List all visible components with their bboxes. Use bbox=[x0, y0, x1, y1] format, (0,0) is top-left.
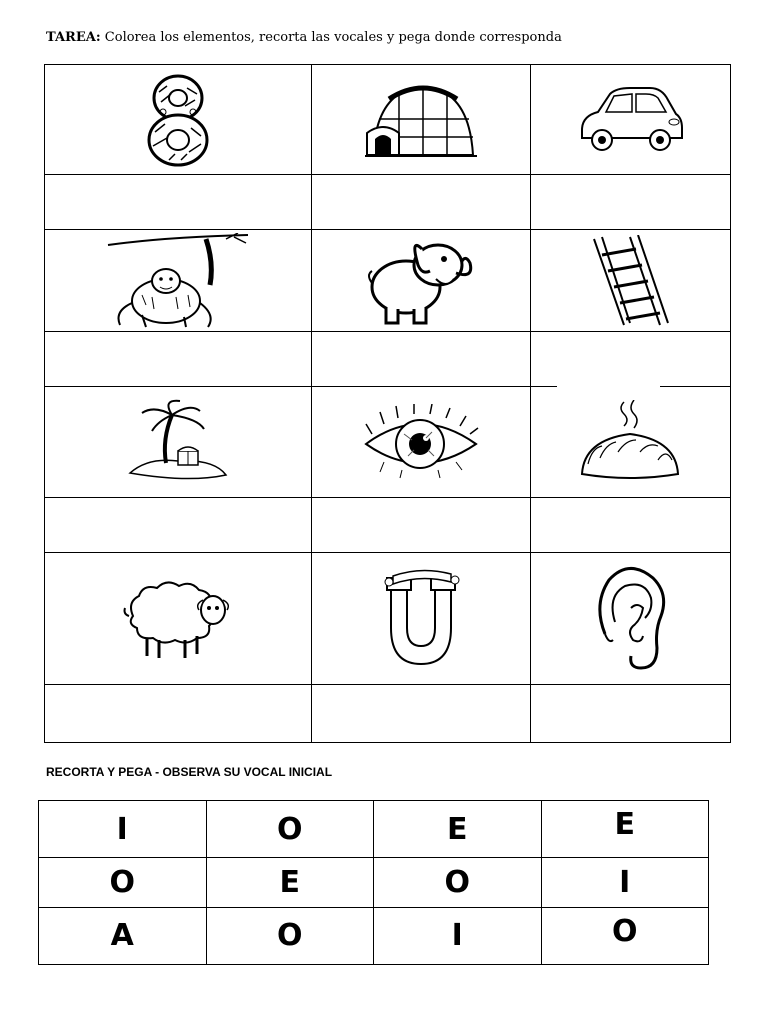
answer-cell[interactable] bbox=[311, 332, 530, 387]
picture-cell bbox=[45, 65, 312, 175]
answer-cell[interactable] bbox=[311, 497, 530, 552]
picture-cell bbox=[530, 387, 730, 497]
answer-cell[interactable] bbox=[45, 497, 312, 552]
magnet-picture bbox=[381, 566, 461, 670]
picture-cell bbox=[530, 65, 730, 175]
picture-cell bbox=[45, 387, 312, 497]
vowel-card[interactable]: I bbox=[39, 801, 207, 858]
vowel-card[interactable]: O bbox=[39, 858, 207, 907]
ladder-picture bbox=[590, 235, 670, 327]
ear-picture bbox=[591, 564, 669, 672]
vowel-card[interactable]: O bbox=[206, 907, 374, 964]
picture-cell bbox=[530, 552, 730, 684]
answer-cell[interactable] bbox=[530, 497, 730, 552]
empanada-picture bbox=[578, 400, 682, 484]
task-label: TAREA: bbox=[46, 30, 101, 45]
sheep-picture bbox=[123, 576, 233, 660]
island-picture bbox=[128, 399, 228, 485]
answer-cell[interactable] bbox=[311, 175, 530, 230]
car-picture bbox=[576, 84, 684, 156]
task-instructions bbox=[46, 30, 562, 45]
picture-cell bbox=[45, 552, 312, 684]
picture-cell bbox=[45, 230, 312, 332]
picture-cell bbox=[311, 552, 530, 684]
answer-cell[interactable] bbox=[311, 684, 530, 742]
cut-and-paste-title: RECORTA Y PEGA - OBSERVA SU VOCAL INICIAL bbox=[46, 765, 333, 779]
task-text: Colorea los elementos, recorta las vocales y pega donde corresponda bbox=[104, 30, 562, 45]
vowel-card[interactable]: O bbox=[374, 858, 542, 907]
vowel-card[interactable]: O bbox=[206, 801, 374, 858]
vowel-card[interactable]: I bbox=[374, 907, 542, 964]
vowel-card[interactable]: O bbox=[541, 907, 709, 964]
vowel-card[interactable]: A bbox=[39, 907, 207, 964]
answer-cell[interactable] bbox=[530, 684, 730, 742]
answer-cell[interactable] bbox=[45, 175, 312, 230]
vowel-card[interactable]: E bbox=[206, 858, 374, 907]
eye-picture bbox=[362, 404, 480, 480]
answer-cell[interactable] bbox=[45, 332, 312, 387]
answer-cell[interactable] bbox=[45, 684, 312, 742]
picture-cell bbox=[311, 387, 530, 497]
answer-cell[interactable] bbox=[530, 175, 730, 230]
answer-cell[interactable] bbox=[530, 332, 730, 387]
igloo-picture bbox=[365, 79, 477, 161]
elephant-picture bbox=[366, 235, 476, 327]
eight-picture bbox=[143, 72, 213, 168]
vowel-card[interactable]: I bbox=[541, 858, 709, 907]
vowel-card[interactable]: E bbox=[374, 801, 542, 858]
orangutan-picture bbox=[106, 233, 250, 329]
picture-cell bbox=[530, 230, 730, 332]
vowel-card[interactable]: E bbox=[541, 801, 709, 858]
picture-cell bbox=[311, 230, 530, 332]
picture-grid bbox=[44, 64, 731, 743]
cut-gap bbox=[557, 384, 660, 388]
vowel-cutout-table bbox=[38, 800, 709, 965]
picture-cell bbox=[311, 65, 530, 175]
